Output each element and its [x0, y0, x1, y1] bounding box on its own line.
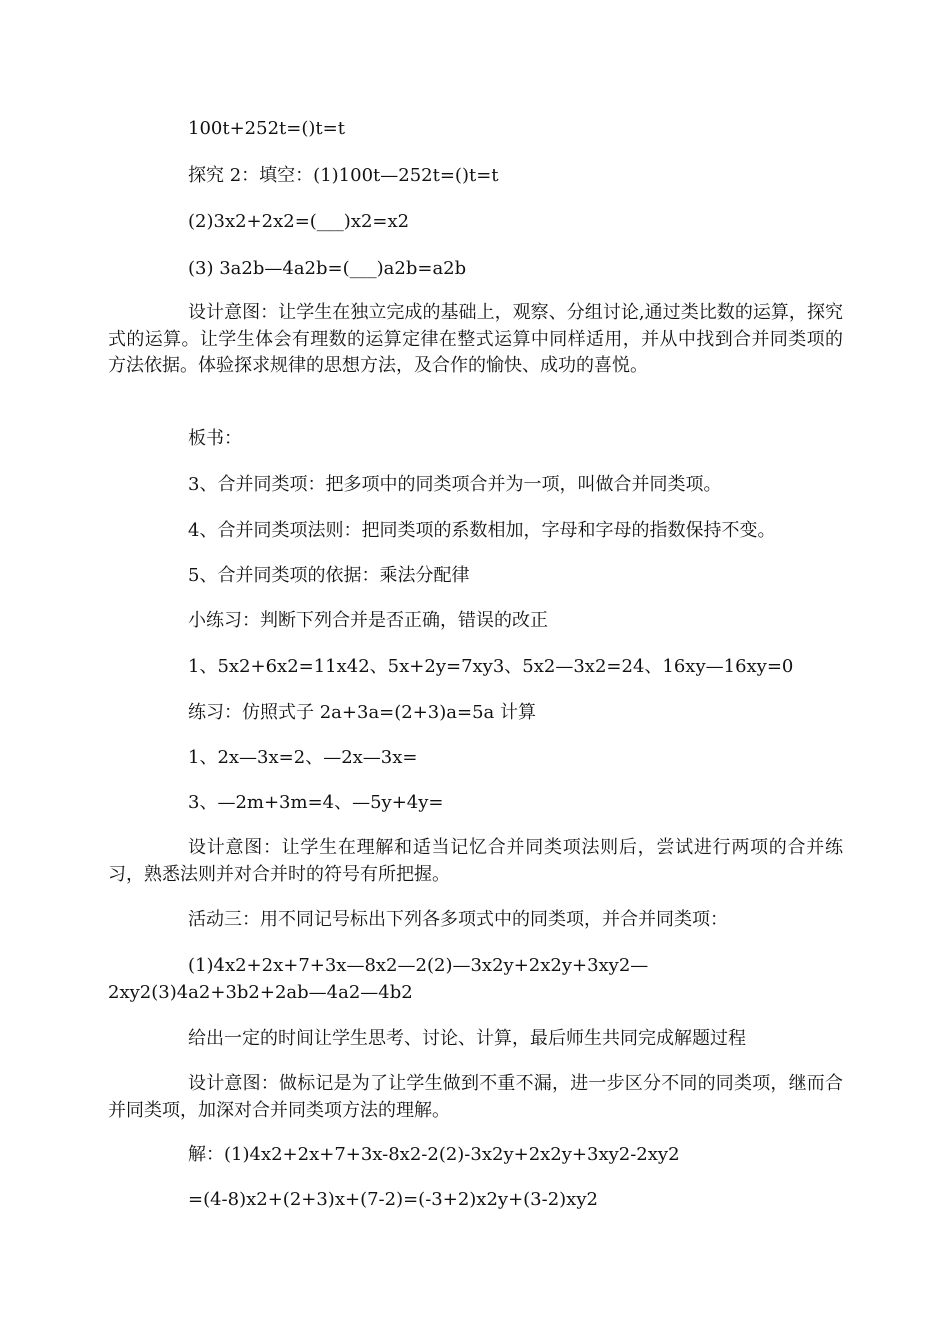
board-writing-heading: 板书： — [188, 428, 242, 449]
fill-blank-item-3: (3) 3a2b—4a2b=(___)a2b=a2b — [188, 258, 467, 279]
explore-2-fill-blank: 探究 2：填空：(1)100t—252t=()t=t — [188, 165, 499, 186]
board-item-3: 3、合并同类项：把多项中的同类项合并为一项，叫做合并同类项。 — [188, 474, 722, 495]
mini-exercise-items: 1、5x2+6x2=11x42、5x+2y=7xy3、5x2—3x2=24、16xy—16xy=0 — [188, 656, 794, 677]
equation-line-1: 100t+252t=()t=t — [188, 118, 345, 139]
solution-line-1: 解：(1)4x2+2x+7+3x-8x2-2(2)-3x2y+2x2y+3xy2-2xy2 — [188, 1144, 680, 1165]
mini-exercise-heading: 小练习：判断下列合并是否正确，错误的改正 — [188, 610, 548, 631]
board-item-5: 5、合并同类项的依据：乘法分配律 — [188, 565, 470, 586]
board-item-4: 4、合并同类项法则：把同类项的系数相加，字母和字母的指数保持不变。 — [188, 520, 776, 541]
activity-3-polynomials: (1)4x2+2x+7+3x—8x2—2(2)—3x2y+2x2y+3xy2—2xy2(3)4a2+3b2+2ab—4a2—4b2 — [108, 955, 649, 1003]
fill-blank-item-2: (2)3x2+2x2=(___)x2=x2 — [188, 211, 410, 232]
exercise-items-3-4: 3、—2m+3m=4、—5y+4y= — [188, 792, 444, 813]
exercise-items-1-2: 1、2x—3x=2、—2x—3x= — [188, 747, 418, 768]
exercise-heading: 练习：仿照式子 2a+3a=(2+3)a=5a 计算 — [188, 702, 537, 723]
activity-3-heading: 活动三：用不同记号标出下列各多项式中的同类项，并合并同类项： — [188, 909, 728, 930]
design-intent-paragraph-1: 设计意图：让学生在独立完成的基础上，观察、分组讨论,通过类比数的运算，探究式的运算。让学生体会有理数的运算定律在整式运算中同样适用，并从中找到合并同类项的方法依据。体验探求规律的思想方法，及合作的愉快、成功的喜悦。 — [108, 302, 843, 376]
design-intent-paragraph-3: 设计意图：做标记是为了让学生做到不重不漏，进一步区分不同的同类项，继而合并同类项，加深对合并同类项方法的理解。 — [108, 1073, 843, 1121]
design-intent-paragraph-2: 设计意图：让学生在理解和适当记忆合并同类项法则后，尝试进行两项的合并练习，熟悉法则并对合并时的符号有所把握。 — [108, 837, 843, 885]
solution-line-2: =(4-8)x2+(2+3)x+(7-2)=(-3+2)x2y+(3-2)xy2 — [188, 1189, 598, 1210]
discussion-instruction: 给出一定的时间让学生思考、讨论、计算，最后师生共同完成解题过程 — [188, 1028, 746, 1049]
